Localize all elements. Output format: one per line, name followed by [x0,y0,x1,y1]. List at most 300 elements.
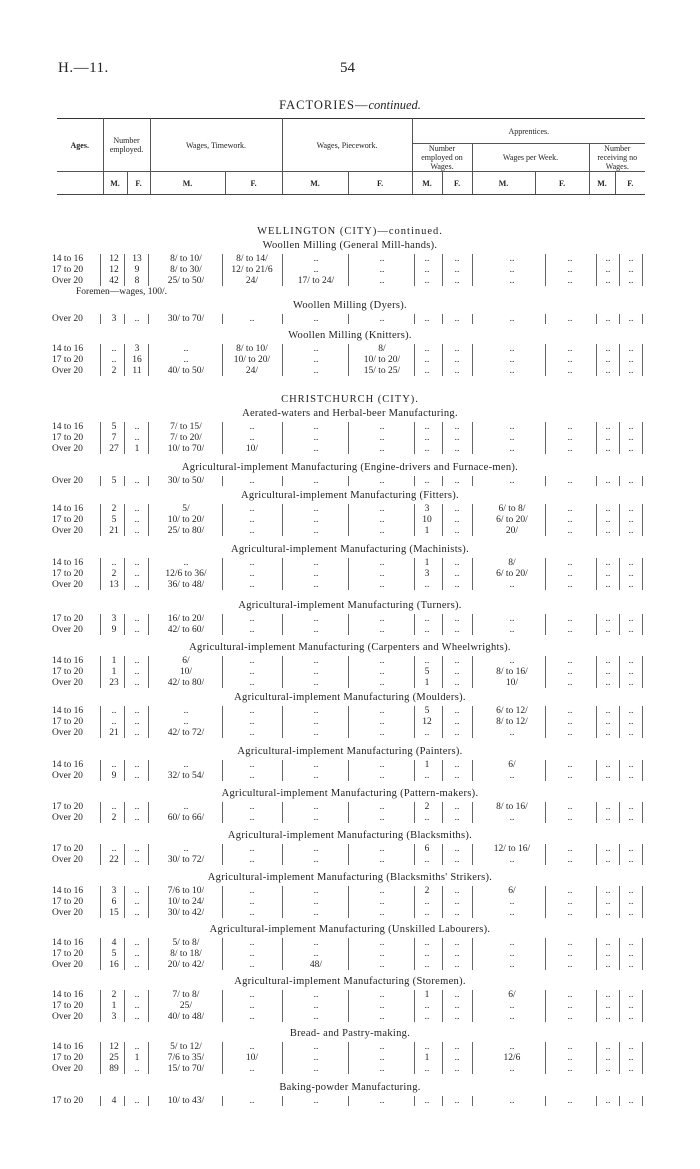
cell-appr-number-m: 2 [424,802,430,812]
cell-appr-number-m: .. [424,813,430,823]
column-rule [222,1096,223,1106]
cell-appr-number-f: .. [454,422,460,432]
column-rule [100,990,101,1022]
cell-piecework-f: .. [379,802,385,812]
cell-appr-number-m: .. [424,1042,430,1052]
cell-no-wages-m: .. [605,949,611,959]
cell-appr-number-m: 5 [424,667,430,677]
column-rule [148,1096,149,1106]
column-rule [619,938,620,970]
column-rule [472,990,473,1022]
cell-timework-m: .. [183,706,189,716]
cell-appr-number-f: .. [454,706,460,716]
cell-appr-number-f: .. [454,433,460,443]
cell-employed-f: .. [134,476,140,486]
cell-appr-wages-m: .. [509,1001,515,1011]
cell-no-wages-m: .. [605,504,611,514]
cell-piecework-f: .. [379,990,385,1000]
cell-no-wages-m: .. [605,276,611,286]
col-header-wages-timework: Wages, Timework. [150,119,282,172]
cell-employed-m: 1 [111,656,117,666]
cell-employed-m: 25 [109,1053,119,1063]
cell-appr-wages-f: .. [567,276,573,286]
cell-employed-f: .. [134,558,140,568]
column-rule [100,1096,101,1106]
cell-no-wages-f: .. [628,504,634,514]
table-row [0,614,700,624]
column-rule [124,314,125,324]
cell-piecework-m: .. [313,678,319,688]
cell-timework-m: .. [183,760,189,770]
col-header-appr-no-wages: Number receiving no Wages. [589,144,645,172]
column-rule [124,558,125,590]
cell-appr-wages-f: .. [567,960,573,970]
cell-no-wages-f: .. [628,1064,634,1074]
column-rule [348,254,349,286]
cell-timework-m: 30/ to 42/ [167,908,205,918]
column-rule [414,706,415,738]
table-row [0,1096,700,1106]
cell-employed-m: .. [111,802,117,812]
column-rule [282,760,283,781]
cell-age: 17 to 20 [52,897,84,907]
cell-employed-f: 16 [132,355,142,365]
cell-appr-wages-m: .. [509,960,515,970]
cell-timework-m: 10/ to 24/ [167,897,205,907]
cell-appr-wages-m: .. [509,433,515,443]
cell-appr-wages-f: .. [567,625,573,635]
cell-employed-m: 5 [111,515,117,525]
column-rule [282,344,283,376]
cell-appr-number-m: .. [424,728,430,738]
cell-employed-m: 3 [111,314,117,324]
column-rule [282,314,283,324]
column-rule [148,504,149,536]
cell-employed-m: 21 [109,526,119,536]
column-rule [348,760,349,781]
cell-timework-m: 10/ to 70/ [167,444,205,454]
cell-piecework-f: .. [379,813,385,823]
cell-employed-m: 21 [109,728,119,738]
cell-employed-m: 2 [111,504,117,514]
cell-employed-f: .. [134,1064,140,1074]
cell-timework-m: 5/ to 8/ [172,938,200,948]
col-header-apprentices: Apprentices. [508,126,550,136]
cell-age: 14 to 16 [52,1042,84,1052]
cell-timework-m: 7/ to 20/ [170,433,202,443]
column-rule [472,938,473,970]
cell-no-wages-f: .. [628,526,634,536]
cell-timework-f: 24/ [245,366,259,376]
column-rule [619,802,620,823]
column-rule [545,1096,546,1106]
column-rule [282,938,283,970]
cell-no-wages-m: .. [605,706,611,716]
cell-timework-f: .. [249,938,255,948]
column-rule [100,844,101,865]
column-rule [619,844,620,865]
cell-piecework-f: .. [379,886,385,896]
cell-appr-number-f: .. [454,656,460,666]
cell-no-wages-m: .. [605,265,611,275]
cell-appr-wages-f: .. [567,558,573,568]
column-rule [282,802,283,823]
column-rule [124,504,125,536]
cell-no-wages-f: .. [628,886,634,896]
column-rule [100,760,101,781]
section-title: Agricultural-implement Manufacturing (Engine-drivers and Furnace-men). [181,462,519,473]
cell-no-wages-m: .. [605,558,611,568]
cell-piecework-f: .. [379,678,385,688]
cell-employed-f: .. [134,760,140,770]
cell-employed-m: 5 [111,949,117,959]
column-rule [124,422,125,454]
cell-employed-m: 2 [111,813,117,823]
cell-no-wages-f: .. [628,678,634,688]
cell-piecework-f: .. [379,265,385,275]
column-rule [148,938,149,970]
cell-appr-wages-f: .. [567,678,573,688]
cell-timework-f: 10/ [245,1053,259,1063]
cell-appr-wages-f: .. [567,580,573,590]
cell-timework-m: 42/ to 60/ [167,625,205,635]
column-rule [442,614,443,635]
section-title: Agricultural-implement Manufacturing (Pattern-makers). [221,788,479,799]
cell-age: Over 20 [52,678,83,688]
cell-no-wages-f: .. [628,960,634,970]
column-rule [596,656,597,688]
cell-employed-m: 2 [111,990,117,1000]
cell-timework-m: 7/6 to 35/ [167,1053,205,1063]
cell-no-wages-f: .. [628,949,634,959]
cell-employed-f: 3 [134,344,140,354]
column-rule [124,476,125,486]
column-rule [348,314,349,324]
column-rule [414,938,415,970]
table-row [0,760,700,770]
cell-no-wages-m: .. [605,254,611,264]
cell-age: Over 20 [52,314,83,324]
cell-timework-f: 8/ to 10/ [236,344,268,354]
cell-no-wages-f: .. [628,614,634,624]
col-header-f: F. [348,172,412,195]
cell-piecework-m: .. [313,444,319,454]
cell-piecework-f: .. [379,314,385,324]
cell-employed-m: 12 [109,265,119,275]
cell-no-wages-f: .. [628,366,634,376]
col-header-f: F. [442,172,472,195]
table-row [0,678,700,688]
column-rule [596,344,597,376]
cell-employed-m: 9 [111,625,117,635]
cell-appr-wages-f: .. [567,844,573,854]
cell-appr-number-f: .. [454,569,460,579]
cell-piecework-m: .. [313,938,319,948]
cell-employed-f: .. [134,728,140,738]
cell-timework-f: 24/ [245,276,259,286]
cell-employed-f: 1 [134,1053,140,1063]
column-rule [148,344,149,376]
cell-piecework-m: 48/ [309,960,323,970]
cell-age: Over 20 [52,771,83,781]
cell-age: 17 to 20 [52,1001,84,1011]
column-rule [124,990,125,1022]
cell-piecework-f: .. [379,706,385,716]
cell-employed-m: 3 [111,1012,117,1022]
cell-appr-number-f: .. [454,938,460,948]
cell-appr-number-f: .. [454,1053,460,1063]
column-rule [282,614,283,635]
cell-timework-m: 7/6 to 10/ [167,886,205,896]
column-rule [124,614,125,635]
column-rule [442,990,443,1022]
cell-timework-m: 5/ to 12/ [170,1042,202,1052]
table-row [0,897,700,907]
table-row [0,1012,700,1022]
cell-appr-number-m: 5 [424,706,430,716]
cell-no-wages-f: .. [628,855,634,865]
cell-employed-f: .. [134,960,140,970]
column-rule [545,314,546,324]
column-rule [442,558,443,590]
cell-timework-f: .. [249,526,255,536]
cell-timework-f: .. [249,728,255,738]
cell-timework-f: .. [249,558,255,568]
column-rule [222,886,223,918]
column-rule [100,886,101,918]
table-row [0,355,700,365]
cell-appr-number-m: .. [424,897,430,907]
column-rule [148,254,149,286]
column-rule [100,938,101,970]
cell-appr-wages-m: .. [509,1064,515,1074]
column-rule [545,344,546,376]
cell-piecework-m: .. [313,265,319,275]
cell-appr-number-m: .. [424,908,430,918]
cell-appr-number-f: .. [454,476,460,486]
running-title-main: FACTORIES— [279,98,369,112]
cell-timework-m: 42/ to 72/ [167,728,205,738]
column-rule [282,706,283,738]
cell-piecework-m: .. [313,760,319,770]
cell-piecework-f: .. [379,526,385,536]
column-rule [545,614,546,635]
cell-no-wages-m: .. [605,1096,611,1106]
cell-appr-number-f: .. [454,366,460,376]
cell-appr-number-m: .. [424,938,430,948]
column-rule [222,706,223,738]
cell-appr-wages-f: .. [567,504,573,514]
table-row [0,476,700,486]
column-rule [545,1042,546,1074]
cell-appr-number-f: .. [454,526,460,536]
column-rule [414,1042,415,1074]
cell-appr-wages-f: .. [567,667,573,677]
cell-timework-f: .. [249,504,255,514]
column-rule [545,422,546,454]
cell-appr-number-f: .. [454,1012,460,1022]
cell-timework-m: 7/ to 8/ [172,990,200,1000]
cell-appr-wages-f: .. [567,728,573,738]
column-rule [100,802,101,823]
column-rule [348,614,349,635]
column-rule [642,802,643,823]
column-rule [472,886,473,918]
column-rule [472,476,473,486]
column-rule [596,314,597,324]
cell-appr-wages-f: .. [567,265,573,275]
cell-appr-wages-m: .. [509,254,515,264]
cell-timework-f: .. [249,844,255,854]
cell-employed-m: 3 [111,614,117,624]
cell-employed-f: .. [134,938,140,948]
cell-appr-number-f: .. [454,1001,460,1011]
cell-timework-f: .. [249,476,255,486]
cell-timework-f: .. [249,625,255,635]
cell-appr-wages-f: .. [567,526,573,536]
column-rule [472,1096,473,1106]
cell-employed-f: .. [134,656,140,666]
column-rule [472,344,473,376]
cell-piecework-m: .. [313,515,319,525]
cell-piecework-f: .. [379,614,385,624]
cell-no-wages-f: .. [628,717,634,727]
column-rule [619,314,620,324]
cell-employed-m: .. [111,706,117,716]
column-rule [282,504,283,536]
column-rule [619,254,620,286]
cell-appr-number-f: .. [454,855,460,865]
cell-timework-m: 40/ to 50/ [167,366,205,376]
column-rule [282,844,283,865]
cell-appr-number-f: .. [454,515,460,525]
col-header-f: F. [535,172,589,195]
column-rule [222,344,223,376]
cell-appr-wages-f: .. [567,1012,573,1022]
column-rule [545,254,546,286]
column-rule [414,344,415,376]
cell-appr-wages-f: .. [567,908,573,918]
cell-timework-m: 20/ to 42/ [167,960,205,970]
column-rule [222,938,223,970]
cell-no-wages-f: .. [628,355,634,365]
cell-no-wages-m: .. [605,938,611,948]
cell-appr-number-m: .. [424,625,430,635]
col-header-m: M. [150,172,225,195]
section-title: Woollen Milling (Dyers). [293,300,407,311]
column-rule [348,886,349,918]
column-rule [472,254,473,286]
column-rule [148,802,149,823]
cell-piecework-m: .. [313,1001,319,1011]
col-header-m: M. [412,172,442,195]
col-header-m: M. [103,172,127,195]
cell-no-wages-m: .. [605,476,611,486]
cell-appr-wages-f: .. [567,717,573,727]
cell-timework-m: 40/ to 48/ [167,1012,205,1022]
column-rule [100,656,101,688]
column-rule [348,1096,349,1106]
page-number: 54 [340,60,355,76]
cell-no-wages-m: .. [605,844,611,854]
cell-employed-f: .. [134,897,140,907]
column-rule [348,422,349,454]
cell-no-wages-f: .. [628,569,634,579]
cell-timework-m: .. [183,717,189,727]
cell-appr-wages-f: .. [567,949,573,959]
cell-timework-f: .. [249,433,255,443]
cell-piecework-m: .. [313,855,319,865]
cell-employed-f: .. [134,855,140,865]
column-rule [148,558,149,590]
cell-employed-m: 5 [111,476,117,486]
cell-no-wages-m: .. [605,1012,611,1022]
cell-no-wages-f: .. [628,1012,634,1022]
cell-no-wages-m: .. [605,678,611,688]
cell-appr-number-m: .. [424,1001,430,1011]
column-rule [619,476,620,486]
column-rule [348,990,349,1022]
cell-appr-wages-m: .. [509,1042,515,1052]
cell-employed-m: 9 [111,771,117,781]
cell-timework-f: 12/ to 21/6 [231,265,273,275]
cell-piecework-f: 8/ [378,344,386,354]
cell-age: 17 to 20 [52,802,84,812]
section-title: Agricultural-implement Manufacturing (Blacksmiths). [227,830,473,841]
cell-employed-f: .. [134,569,140,579]
cell-appr-wages-m: 6/ to 20/ [496,569,528,579]
column-rule [282,254,283,286]
cell-piecework-m: .. [313,580,319,590]
column-rule [442,706,443,738]
column-rule [472,844,473,865]
cell-piecework-f: .. [379,1064,385,1074]
cell-piecework-f: .. [379,960,385,970]
column-rule [642,656,643,688]
cell-appr-number-m: 1 [424,1053,430,1063]
cell-appr-number-m: 2 [424,886,430,896]
table-header [57,118,645,195]
cell-appr-number-m: .. [424,1064,430,1074]
column-rule [619,1042,620,1074]
cell-appr-wages-m: .. [509,938,515,948]
cell-piecework-m: 17/ to 24/ [297,276,335,286]
column-rule [124,938,125,970]
column-rule [414,844,415,865]
cell-employed-m: 5 [111,422,117,432]
cell-appr-wages-m: .. [509,344,515,354]
column-rule [545,990,546,1022]
cell-no-wages-f: .. [628,444,634,454]
cell-appr-number-m: .. [424,355,430,365]
cell-employed-f: .. [134,771,140,781]
cell-no-wages-f: .. [628,771,634,781]
cell-appr-number-f: .. [454,314,460,324]
column-rule [472,802,473,823]
cell-timework-m: 30/ to 70/ [167,314,205,324]
section-title: Agricultural-implement Manufacturing (Storemen). [234,976,466,987]
column-rule [619,344,620,376]
cell-appr-number-m: .. [424,855,430,865]
cell-appr-number-f: .. [454,802,460,812]
table-row [0,813,700,823]
col-header-f: F. [615,172,645,195]
cell-age: 17 to 20 [52,1096,84,1106]
cell-no-wages-f: .. [628,728,634,738]
cell-no-wages-m: .. [605,1064,611,1074]
cell-appr-number-m: .. [424,476,430,486]
cell-appr-number-m: 3 [424,504,430,514]
